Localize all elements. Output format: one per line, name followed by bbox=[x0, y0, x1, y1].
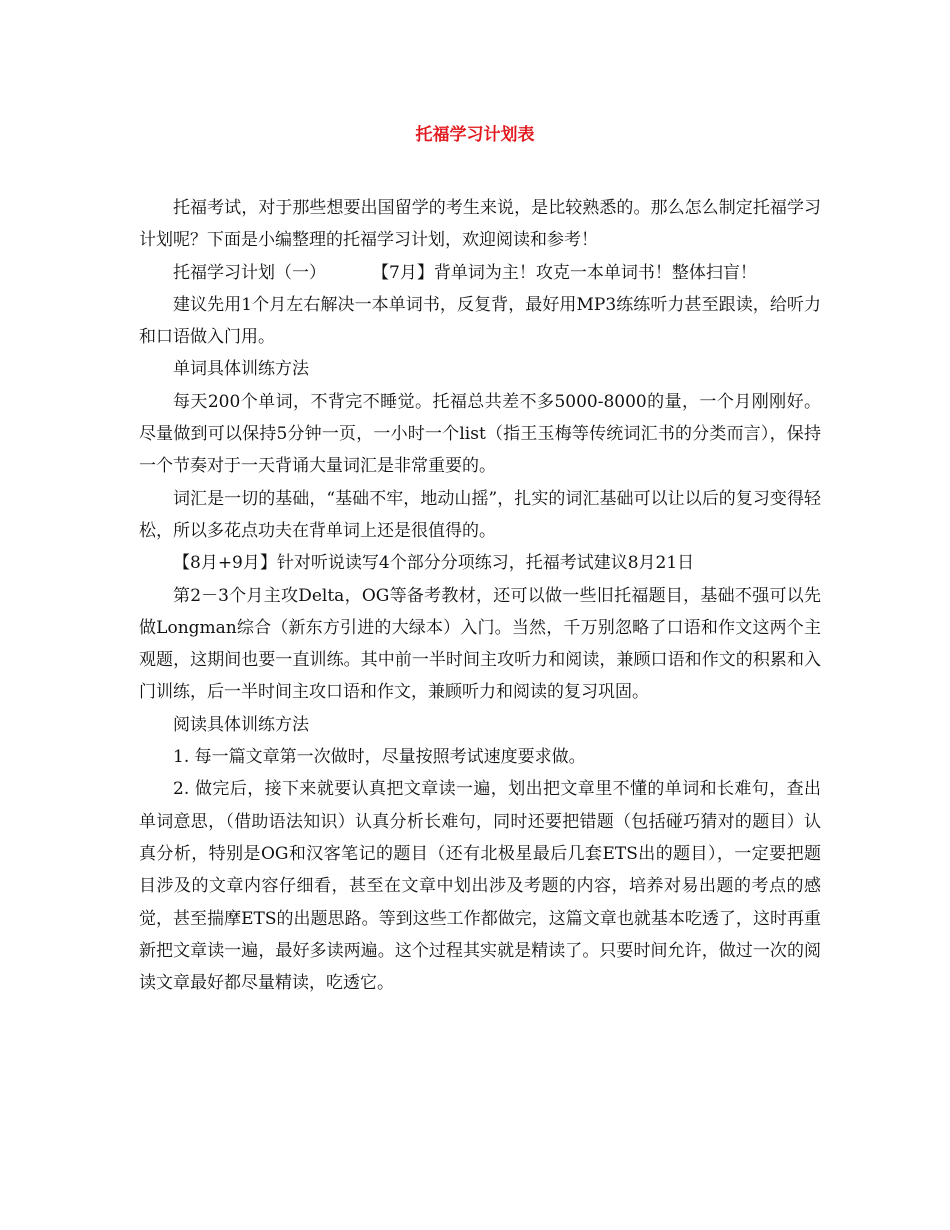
months-2-3-paragraph: 第2－3个月主攻Delta，OG等备考教材，还可以做一些旧托福题目，基础不强可以先做Longman综合（新东方引进的大绿本）入门。当然，千万别忽略了口语和作文这两个主观题，这期间也要一直训练。其中前一半时间主攻听力和阅读，兼顾口语和作文的积累和入门训练，后一半时间主攻口语和作文，兼顾听力和阅读的复习巩固。 bbox=[139, 585, 821, 703]
reading-step-2: 2. 做完后，接下来就要认真把文章读一遍，划出把文章里不懂的单词和长难句，查出单词意思，（借助语法知识）认真分析长难句，同时还要把错题（包括碰巧猜对的题目）认真分析，特别是OG和汉客笔记的题目（还有北极星最后几套ETS出的题目），一定要把题目涉及的文章内容仔细看，甚至在文章中划出涉及考题的内容，培养对易出题的考点的感觉，甚至揣摩ETS的出题思路。等到这些工作都做完，这篇文章也就基本吃透了，这时再重新把文章读一遍，最好多读两遍。这个过程其实就是精读了。只要时间允许，做过一次的阅读文章最好都尽量精读，吃透它。 bbox=[139, 779, 821, 994]
document-body bbox=[139, 192, 821, 999]
daily-words-paragraph: 每天200个单词，不背完不睡觉。托福总共差不多5000-8000的量，一个月刚刚好。尽量做到可以保持5分钟一页，一小时一个list（指王玉梅等传统词汇书的分类而言），保持一个节奏对于一天背诵大量词汇是非常重要的。 bbox=[139, 391, 821, 477]
reading-step-1: 1. 每一篇文章第一次做时，尽量按照考试速度要求做。 bbox=[173, 747, 586, 768]
vocab-advice-paragraph: 建议先用1个月左右解决一本单词书，反复背，最好用MP3练练听力甚至跟读，给听力和口语做入门用。 bbox=[139, 294, 821, 348]
plan-heading bbox=[139, 257, 821, 289]
document-title: 托福学习计划表 bbox=[415, 125, 535, 145]
reading-method-heading: 阅读具体训练方法 bbox=[173, 714, 309, 735]
aug-sep-heading: 【8月+9月】针对听说读写4个部分分项练习，托福考试建议8月21日 bbox=[173, 553, 695, 574]
plan-heading-right: 【7月】背单词为主！攻克一本单词书！整体扫盲！ bbox=[372, 262, 757, 283]
vocab-method-heading: 单词具体训练方法 bbox=[173, 359, 309, 380]
plan-heading-left: 托福学习计划（一） bbox=[173, 262, 326, 283]
intro-paragraph: 托福考试，对于那些想要出国留学的考生来说，是比较熟悉的。那么怎么制定托福学习计划呢？下面是小编整理的托福学习计划，欢迎阅读和参考！ bbox=[139, 198, 821, 251]
vocab-foundation-paragraph: 词汇是一切的基础，“基础不牢，地动山摇”，扎实的词汇基础可以让以后的复习变得轻松，所以多花点功夫在背单词上还是很值得的。 bbox=[139, 488, 821, 541]
